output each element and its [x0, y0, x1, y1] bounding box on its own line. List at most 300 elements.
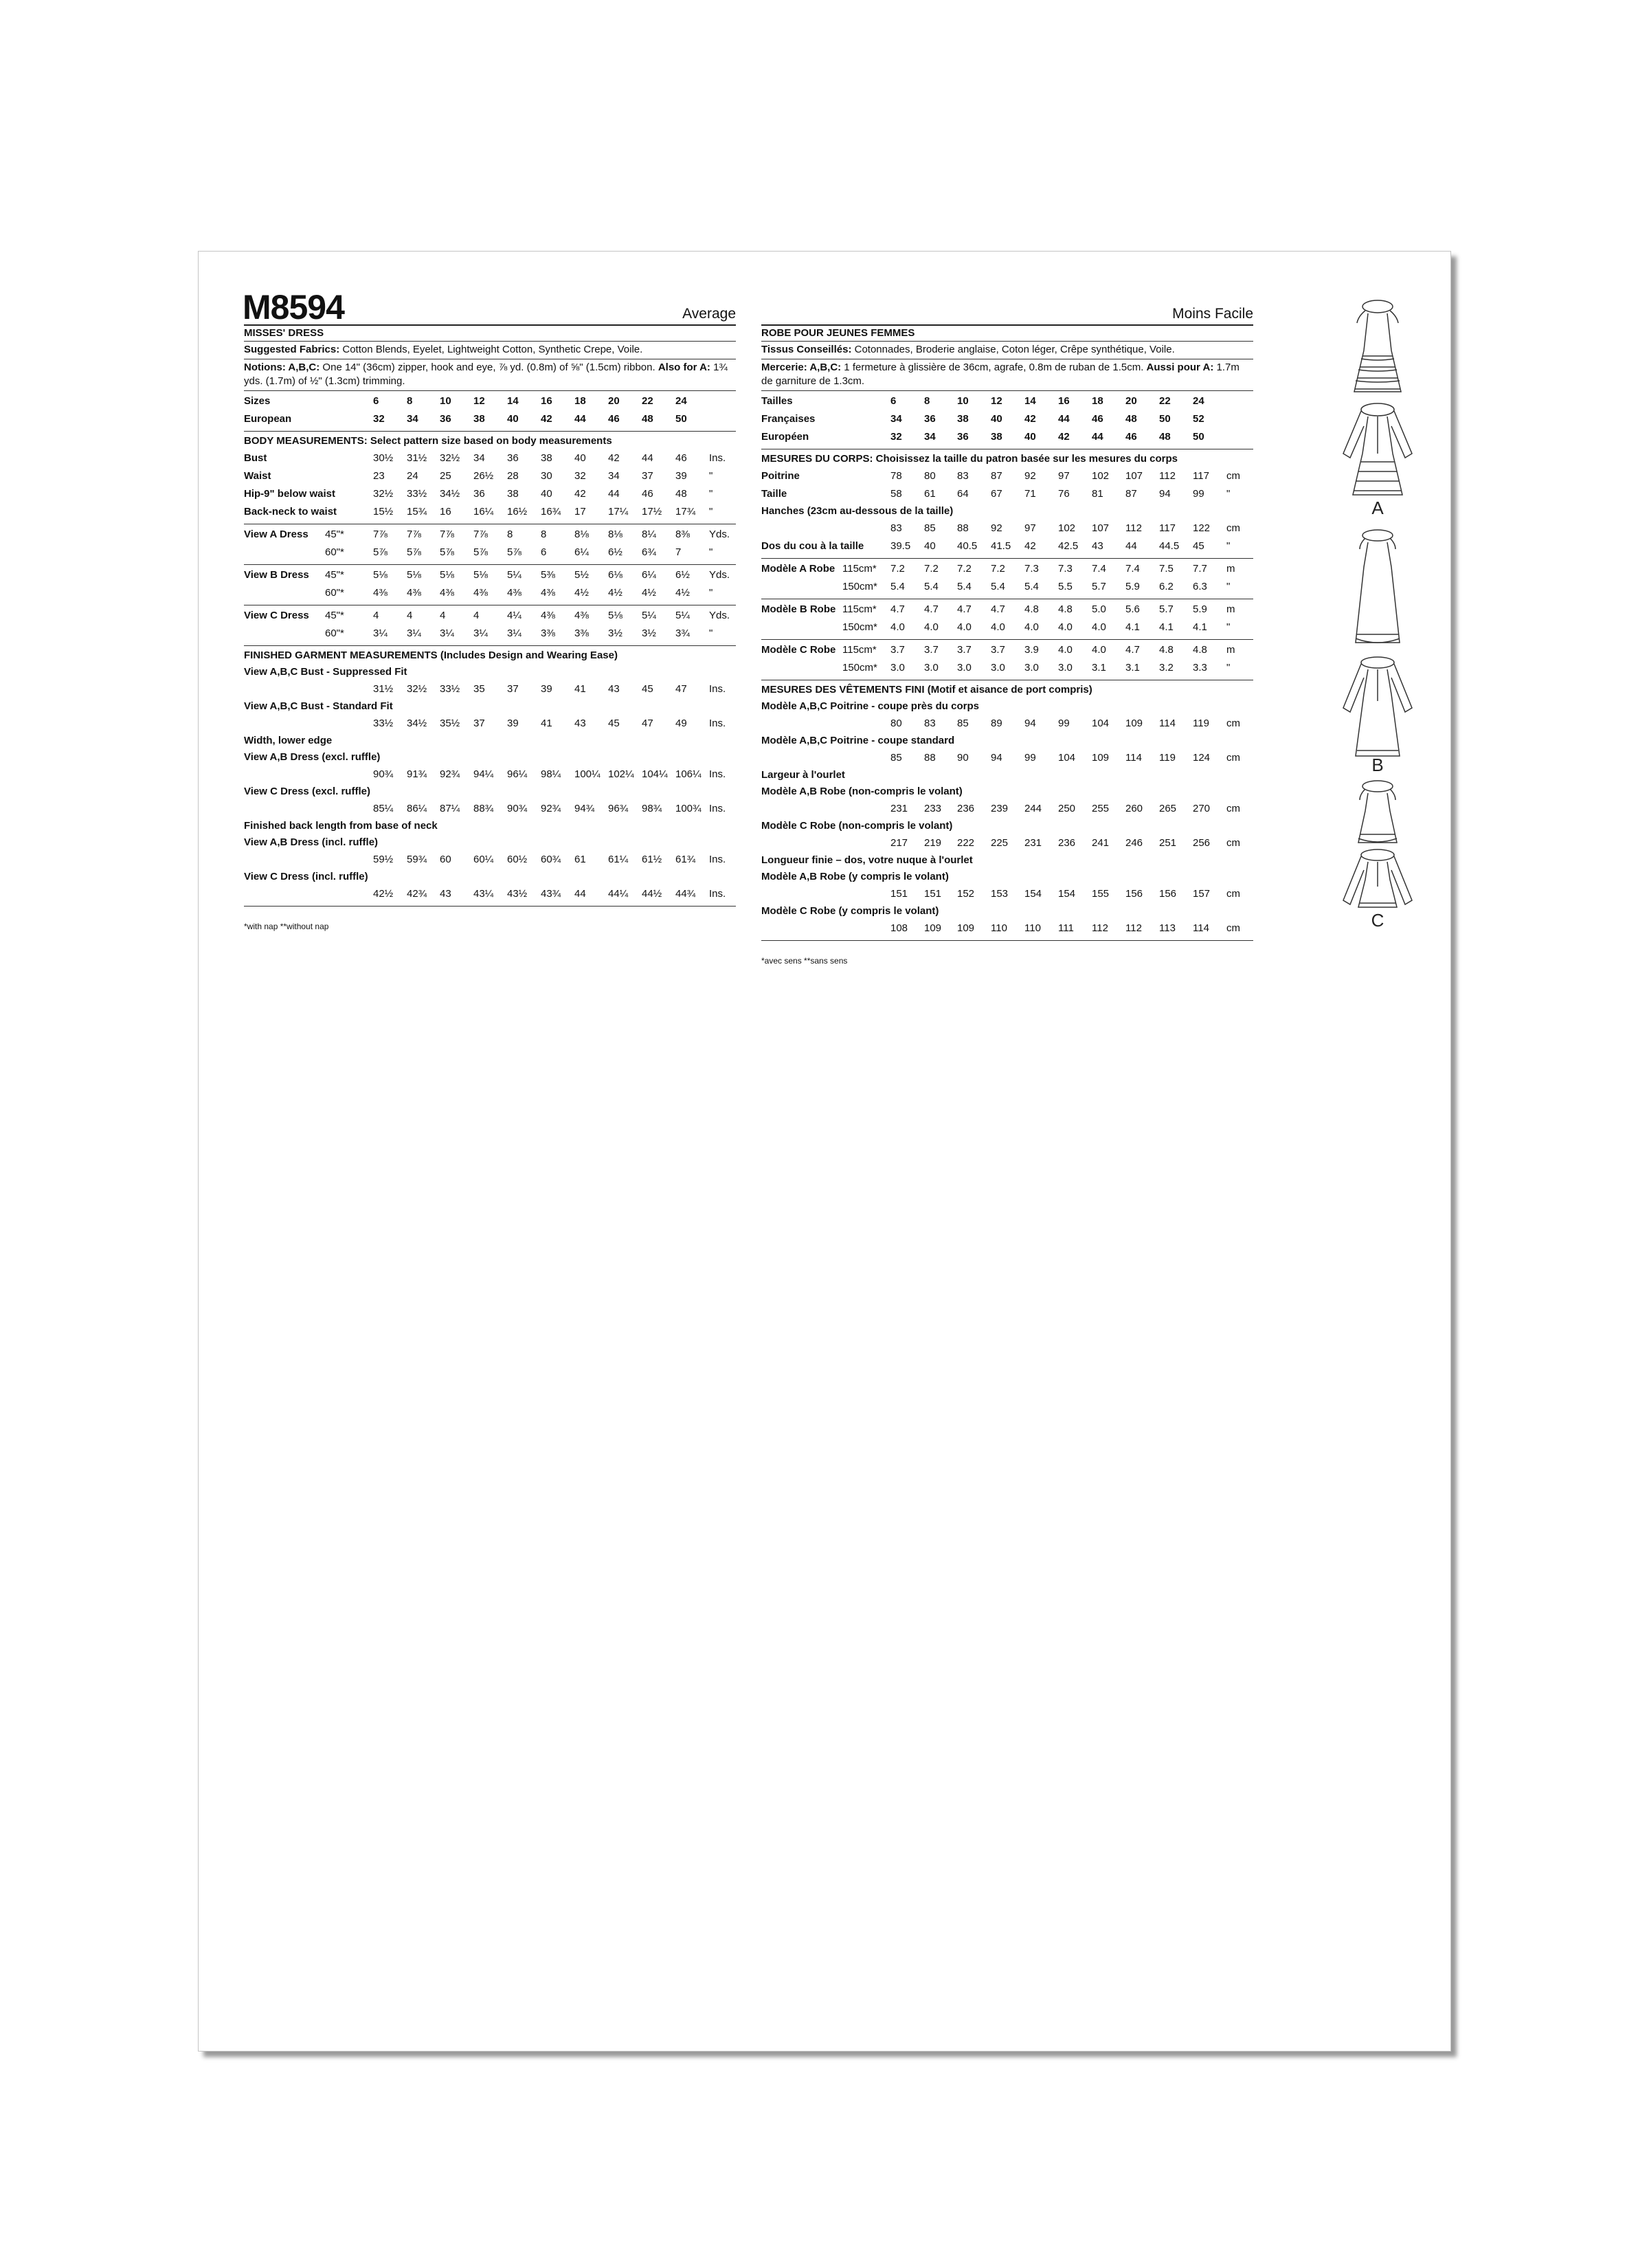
size-value: 83 [957, 470, 969, 482]
finished-measurement-row [761, 920, 1253, 937]
size-value: 14 [507, 395, 519, 407]
unit-label: " [1226, 662, 1231, 674]
size-value: 151 [924, 888, 942, 900]
size-value: 6.3 [1193, 581, 1207, 592]
size-value: 4.7 [957, 603, 972, 615]
size-value: 32 [373, 413, 385, 425]
size-value: 5⅞ [373, 546, 388, 558]
size-value: 28 [507, 470, 519, 482]
size-value: 38 [507, 488, 519, 500]
size-value: 44¾ [675, 888, 696, 900]
dos-row: Dos du cou à la taille 39.5 40 40.5 41.5 42 42.5 43 44 44.5 45 " [761, 540, 1231, 552]
view-a-letter: A [1371, 498, 1384, 518]
size-value: 3¼ [440, 627, 454, 639]
size-value: 4½ [574, 587, 589, 599]
size-value: 104¼ [642, 768, 668, 780]
size-value: 3¾ [675, 627, 690, 639]
size-value: 270 [1193, 803, 1211, 814]
size-value: 38 [957, 413, 969, 425]
size-value: 92 [1024, 470, 1036, 482]
fabric-width: 150cm* [842, 662, 877, 674]
size-value: 48 [1159, 431, 1171, 443]
size-value: 94¾ [574, 803, 595, 814]
size-value: 35 [473, 683, 485, 695]
size-value: 42½ [373, 888, 394, 900]
size-value: 5.7 [1159, 603, 1174, 615]
size-value: 4⅜ [541, 587, 555, 599]
size-value: 114 [1159, 718, 1176, 729]
size-value: 44 [608, 488, 620, 500]
yardage-row [761, 659, 1253, 677]
size-value: 94 [1024, 718, 1036, 729]
size-value: 4⅜ [541, 610, 555, 621]
french-column [761, 304, 1253, 966]
size-value: 110 [1024, 922, 1041, 934]
europeen-row: Européen 32 34 36 38 40 42 44 46 48 50 [761, 431, 1204, 443]
size-value: 42 [1024, 540, 1036, 552]
size-value: 112 [1125, 522, 1142, 534]
unit-label: Ins. [709, 683, 726, 695]
size-value: 15¾ [407, 506, 427, 518]
finished-measurement-row [761, 800, 1253, 818]
size-value: 43½ [507, 888, 528, 900]
finished-measurement-heading: Modèle A,B,C Poitrine - coupe près du corps [761, 700, 979, 712]
size-value: 3.0 [924, 662, 939, 674]
size-value: 4.8 [1193, 644, 1207, 656]
size-value: 40 [574, 452, 586, 464]
size-value: 109 [1092, 752, 1110, 764]
size-value: 12 [991, 395, 1002, 407]
size-value: 4.8 [1159, 644, 1174, 656]
size-value: 16¾ [541, 506, 561, 518]
size-value: 255 [1092, 803, 1110, 814]
taille-row: Taille 58 61 64 67 71 76 81 87 94 99 " [761, 488, 1231, 500]
size-value: 107 [1092, 522, 1110, 534]
size-value: 3.9 [1024, 644, 1039, 656]
size-value: 47 [675, 683, 687, 695]
size-value: 36 [924, 413, 936, 425]
size-value: 17 [574, 506, 586, 518]
finished-measurement-row [761, 834, 1253, 852]
size-value: 156 [1159, 888, 1177, 900]
row-label: View B Dress [244, 569, 309, 581]
size-value: 78 [890, 470, 902, 482]
fabric-width: 60"* [325, 546, 344, 558]
size-value: 104 [1058, 752, 1076, 764]
suggested-fabrics: Suggested Fabrics: Cotton Blends, Eyelet, Lightweight Cotton, Synthetic Crepe, Voile. [244, 342, 736, 359]
size-value: 43 [608, 683, 620, 695]
size-value: 4⅜ [440, 587, 454, 599]
size-value: 41 [574, 683, 586, 695]
unit-label: " [709, 470, 713, 482]
size-value: 102 [1092, 470, 1110, 482]
view-b-letter: B [1371, 755, 1384, 775]
size-value: 4.0 [1024, 621, 1039, 633]
size-value: 251 [1159, 837, 1177, 849]
size-value: 112 [1092, 922, 1108, 934]
size-value: 5.6 [1125, 603, 1140, 615]
size-value: 61½ [642, 854, 662, 865]
size-value: 48 [1125, 413, 1137, 425]
yardage-row [761, 619, 1253, 636]
size-value: 85 [924, 522, 936, 534]
size-value: 244 [1024, 803, 1042, 814]
size-value: 41.5 [991, 540, 1011, 552]
size-value: 154 [1058, 888, 1076, 900]
size-value: 3⅜ [541, 627, 555, 639]
finished-measurement-heading: Width, lower edge [244, 735, 333, 746]
size-value: 99 [1193, 488, 1204, 500]
size-value: 32½ [407, 683, 427, 695]
mercerie: Mercerie: A,B,C: 1 fermeture à glissière de 36cm, agrafe, 0.8m de ruban de 1.5cm. Aussi pour A: 1.7m de garniture de 1.3cm. [761, 359, 1253, 391]
size-value: 48 [675, 488, 687, 500]
size-value: 5⅞ [407, 546, 421, 558]
size-value: 32½ [373, 488, 394, 500]
size-value: 4.0 [1058, 644, 1073, 656]
size-value: 64 [957, 488, 969, 500]
size-value: 50 [675, 413, 687, 425]
size-value: 4.0 [1092, 621, 1106, 633]
size-value: 16 [440, 506, 451, 518]
view-a-front-sketch [1354, 300, 1401, 392]
yardage-row [244, 544, 736, 562]
size-value: 6.2 [1159, 581, 1174, 592]
unit-label: cm [1226, 922, 1240, 934]
size-value: 44 [574, 888, 586, 900]
unit-label: " [709, 506, 713, 518]
yardage-block [761, 640, 1253, 680]
size-value: 40 [1024, 431, 1036, 443]
size-value: 43 [574, 718, 586, 729]
size-value: 233 [924, 803, 942, 814]
size-value: 3.1 [1092, 662, 1106, 674]
unit-label: " [709, 627, 713, 639]
size-value: 7.2 [957, 563, 972, 575]
unit-label: cm [1226, 803, 1240, 814]
size-value: 3.1 [1125, 662, 1140, 674]
view-b-back-sketch [1343, 657, 1412, 756]
row-label: Back-neck to waist [244, 506, 337, 518]
size-value: 3¼ [373, 627, 388, 639]
size-value: 38 [541, 452, 552, 464]
size-value: 39.5 [890, 540, 911, 552]
yardage-block [244, 565, 736, 605]
size-value: 3.7 [924, 644, 939, 656]
size-value: 49 [675, 718, 687, 729]
fabric-width: 60"* [325, 587, 344, 599]
size-value: 46 [1125, 431, 1137, 443]
size-value: 26½ [473, 470, 494, 482]
unit-label: Ins. [709, 888, 726, 900]
size-value: 61 [574, 854, 586, 865]
row-label: Modèle B Robe [761, 603, 836, 615]
garment-title-fr: ROBE POUR JEUNES FEMMES [761, 326, 1253, 342]
size-value: 14 [1024, 395, 1036, 407]
mesures-vetements-fini [761, 680, 1253, 941]
size-value: 3½ [642, 627, 656, 639]
size-value: 86¼ [407, 803, 427, 814]
size-value: 87¼ [440, 803, 460, 814]
unit-label: " [709, 488, 713, 500]
size-value: 100¼ [574, 768, 601, 780]
size-value: 4⅜ [574, 610, 589, 621]
yardage-block [244, 605, 736, 646]
size-value: 35½ [440, 718, 460, 729]
size-value: 231 [890, 803, 908, 814]
size-value: 4 [407, 610, 413, 621]
unit-label: " [1226, 621, 1231, 633]
finished-measurement-heading: View A,B Dress (incl. ruffle) [244, 836, 379, 848]
size-value: 90¾ [507, 803, 528, 814]
finished-measurement-heading: View C Dress (excl. ruffle) [244, 786, 370, 797]
size-value: 40 [991, 413, 1002, 425]
finished-measurement-row [244, 715, 736, 733]
size-value: 10 [957, 395, 969, 407]
size-value: 67 [991, 488, 1002, 500]
size-value: 18 [574, 395, 586, 407]
size-value: 222 [957, 837, 975, 849]
size-value: 217 [890, 837, 908, 849]
size-value: 117 [1159, 522, 1176, 534]
size-value: 5⅛ [440, 569, 454, 581]
size-value: 8⅛ [574, 529, 589, 540]
row-label: Modèle A Robe [761, 563, 835, 575]
size-value: 92 [991, 522, 1002, 534]
size-value: 16¼ [473, 506, 494, 518]
size-value: 5⅜ [541, 569, 555, 581]
size-value: 37 [473, 718, 485, 729]
size-value: 5½ [574, 569, 589, 581]
size-value: 39 [541, 683, 552, 695]
size-value: 24 [407, 470, 418, 482]
size-value: 4½ [642, 587, 656, 599]
yardage-row [244, 526, 736, 544]
size-value: 59¾ [407, 854, 427, 865]
size-value: 4.7 [991, 603, 1005, 615]
size-value: 44¼ [608, 888, 629, 900]
finished-measurements-title: FINISHED GARMENT MEASUREMENTS (Includes Design and Wearing Ease) [244, 649, 618, 661]
size-value: 16½ [507, 506, 528, 518]
size-value: 6½ [675, 569, 690, 581]
size-value: 50 [1159, 413, 1171, 425]
size-value: 7.4 [1125, 563, 1140, 575]
english-column [244, 304, 736, 931]
size-value: 46 [642, 488, 653, 500]
size-value: 7.4 [1092, 563, 1106, 575]
size-value: 4.0 [890, 621, 905, 633]
size-value: 107 [1125, 470, 1143, 482]
size-value: 24 [675, 395, 687, 407]
size-value: 5¼ [507, 569, 521, 581]
sizes-row: Sizes 6 8 10 12 14 16 18 20 22 24 [244, 395, 687, 407]
finished-measurement-heading: View A,B,C Bust - Suppressed Fit [244, 666, 407, 678]
unit-label: cm [1226, 470, 1240, 482]
size-value: 34 [407, 413, 418, 425]
size-value: 122 [1193, 522, 1211, 534]
size-value: 6¼ [642, 569, 656, 581]
size-value: 6¾ [642, 546, 656, 558]
size-value: 100¾ [675, 803, 702, 814]
body-measurement-row [244, 449, 736, 467]
size-value: 58 [890, 488, 902, 500]
size-value: 89 [991, 718, 1002, 729]
size-value: 5⅛ [407, 569, 421, 581]
size-value: 23 [373, 470, 385, 482]
unit-label: " [1226, 540, 1231, 552]
size-value: 32 [574, 470, 586, 482]
finished-measurement-heading: Finished back length from base of neck [244, 820, 438, 832]
yardage-row [761, 560, 1253, 578]
size-value: 30½ [373, 452, 394, 464]
nap-footnote-fr: *avec sens **sans sens [761, 956, 848, 966]
size-value: 16 [541, 395, 552, 407]
row-label: View C Dress [244, 610, 309, 621]
size-value: 3.0 [890, 662, 905, 674]
size-value: 4.1 [1193, 621, 1207, 633]
size-value: 4¼ [507, 610, 521, 621]
size-value: 124 [1193, 752, 1211, 764]
finished-measurement-row [761, 749, 1253, 767]
size-value: 71 [1024, 488, 1036, 500]
fabric-width: 45"* [325, 569, 344, 581]
size-value: 33½ [373, 718, 394, 729]
size-value: 4.0 [1092, 644, 1106, 656]
size-value: 3½ [608, 627, 622, 639]
size-value: 4⅜ [407, 587, 421, 599]
unit-label: m [1226, 644, 1235, 656]
size-value: 45 [642, 683, 653, 695]
size-value: 3¼ [407, 627, 421, 639]
size-value: 3.7 [890, 644, 905, 656]
finished-measurement-heading: View A,B,C Bust - Standard Fit [244, 700, 393, 712]
row-label: Bust [244, 452, 267, 464]
size-value: 110 [991, 922, 1007, 934]
size-value: 6⅛ [608, 569, 622, 581]
unit-label: " [709, 587, 713, 599]
tailles-row: Tailles 6 8 10 12 14 16 18 20 22 24 [761, 395, 1204, 407]
size-value: 4.0 [924, 621, 939, 633]
row-label: Waist [244, 470, 271, 482]
size-value: 5⅞ [507, 546, 521, 558]
mesures-du-corps [761, 449, 1253, 559]
size-value: 42.5 [1058, 540, 1079, 552]
mesures-du-corps-title: MESURES DU CORPS: Choisissez la taille du patron basée sur les mesures du corps [761, 453, 1178, 465]
size-value: 5¼ [642, 610, 656, 621]
notions: Notions: A,B,C: One 14" (36cm) zipper, hook and eye, ⅞ yd. (0.8m) of ⅝" (1.5cm) ribbon. Also for A: 1¾ yds. (1.7m) of ½" (1.3cm) trimming. [244, 359, 736, 391]
finished-measurement-heading: View C Dress (incl. ruffle) [244, 871, 368, 882]
tissus-conseilles: Tissus Conseillés: Cotonnades, Broderie anglaise, Coton léger, Crêpe synthétique, Voile. [761, 342, 1253, 359]
size-value: 31½ [373, 683, 394, 695]
size-value: 44 [1125, 540, 1137, 552]
size-value: 99 [1024, 752, 1036, 764]
size-value: 260 [1125, 803, 1143, 814]
size-value: 4 [440, 610, 446, 621]
size-value: 4.8 [1024, 603, 1039, 615]
size-value: 4.0 [1058, 621, 1073, 633]
size-value: 34½ [440, 488, 460, 500]
size-value: 109 [924, 922, 942, 934]
finished-measurement-row [244, 800, 736, 818]
fabric-width: 60"* [325, 627, 344, 639]
size-value: 97 [1024, 522, 1036, 534]
size-value: 15½ [373, 506, 394, 518]
unit-label: cm [1226, 718, 1240, 729]
size-value: 60 [440, 854, 451, 865]
size-value: 231 [1024, 837, 1042, 849]
size-value: 3.0 [1024, 662, 1039, 674]
size-value: 152 [957, 888, 975, 900]
size-value: 3⅜ [574, 627, 589, 639]
size-value: 99 [1058, 718, 1070, 729]
size-value: 119 [1193, 718, 1209, 729]
unit-label: Yds. [709, 529, 730, 540]
size-value: 40 [541, 488, 552, 500]
size-value: 104 [1092, 718, 1110, 729]
size-value: 81 [1092, 488, 1103, 500]
size-value: 46 [675, 452, 687, 464]
size-value: 241 [1092, 837, 1110, 849]
size-value: 18 [1092, 395, 1103, 407]
size-value: 113 [1159, 922, 1176, 934]
size-value: 6½ [608, 546, 622, 558]
size-value: 3.3 [1193, 662, 1207, 674]
size-value: 5.4 [924, 581, 939, 592]
unit-label: Yds. [709, 610, 730, 621]
size-value: 46 [1092, 413, 1103, 425]
size-value: 5⅛ [473, 569, 488, 581]
size-value: 36 [957, 431, 969, 443]
size-value: 76 [1058, 488, 1070, 500]
size-value: 34 [473, 452, 485, 464]
size-value: 92¾ [541, 803, 561, 814]
yardage-row [244, 625, 736, 643]
finished-measurement-heading: View A,B Dress (excl. ruffle) [244, 751, 381, 763]
size-value: 256 [1193, 837, 1211, 849]
size-value: 44½ [642, 888, 662, 900]
size-value: 7.3 [1024, 563, 1039, 575]
yardage-row [244, 566, 736, 584]
size-value: 111 [1058, 922, 1074, 934]
unit-label: Ins. [709, 803, 726, 814]
size-value: 6 [541, 546, 547, 558]
size-value: 239 [991, 803, 1009, 814]
unit-label: cm [1226, 837, 1240, 849]
unit-label: Ins. [709, 718, 726, 729]
francaises-row: Françaises 34 36 38 40 42 44 46 48 50 52 [761, 413, 1204, 425]
size-value: 3.7 [991, 644, 1005, 656]
garment-title: MISSES' DRESS [244, 326, 736, 342]
size-value: 85¼ [373, 803, 394, 814]
size-value: 8 [924, 395, 930, 407]
size-value: 30 [541, 470, 552, 482]
difficulty-level-fr: Moins Facile [761, 304, 1253, 326]
size-value: 7⅞ [473, 529, 488, 540]
size-value: 42 [1058, 431, 1070, 443]
size-value: 114 [1125, 752, 1142, 764]
size-value: 36 [507, 452, 519, 464]
mesures-vetements-title: MESURES DES VÊTEMENTS FINI (Motif et aisance de port compris) [761, 684, 1092, 696]
size-value: 236 [957, 803, 975, 814]
size-value: 3.2 [1159, 662, 1174, 674]
size-value: 45 [1193, 540, 1204, 552]
size-value: 7.7 [1193, 563, 1207, 575]
size-value: 5¼ [675, 610, 690, 621]
yardage-row [761, 641, 1253, 659]
size-value: 265 [1159, 803, 1177, 814]
size-value: 61 [924, 488, 936, 500]
yardage-block [761, 599, 1253, 640]
yardage-row [761, 578, 1253, 596]
